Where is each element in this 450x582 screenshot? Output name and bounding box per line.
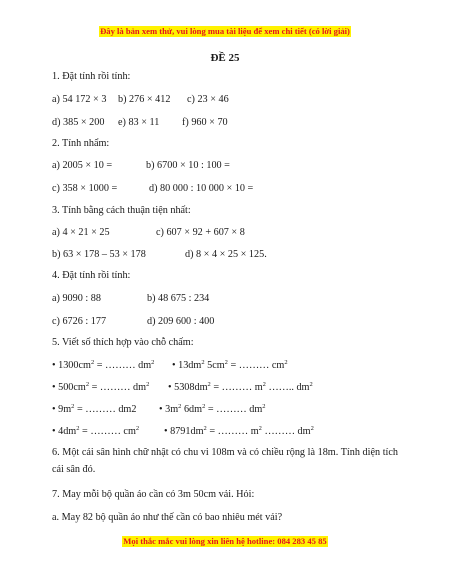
preview-notice-banner (0, 26, 450, 37)
q1-item-a: a) 54 172 × 3 (52, 94, 107, 105)
q1-heading: 1. Đặt tính rồi tính: (52, 71, 131, 82)
preview-notice-text: Đây là bản xem thử, vui lòng mua tài liệu để xem chi tiết (có lời giải) (100, 26, 350, 36)
q5-item-8: • $8791dm^2$ = ……… $m^2$ ……… $dm^2$ (164, 425, 314, 437)
q4-item-a: a) 9090 : 88 (52, 293, 101, 304)
q1-item-d: d) 385 × 200 (52, 117, 105, 128)
q1-item-c: c) 23 × 46 (187, 94, 229, 105)
q5-heading: 5. Viết số thích hợp vào chỗ chấm: (52, 337, 194, 348)
q4-item-d: d) 209 600 : 400 (147, 316, 215, 327)
q3-heading: 3. Tính bằng cách thuận tiện nhất: (52, 205, 191, 216)
q5-item-5: • $9m^2$ = ……… dm2 (52, 403, 137, 415)
q1-item-b: b) 276 × 412 (118, 94, 171, 105)
hotline-text: Mọi thắc mắc vui lòng xin liên hệ hotline: 084 283 45 85 (123, 536, 327, 546)
q5-item-3: • $500cm^2$ = ……… $dm^2$ (52, 381, 150, 393)
q2-item-d: d) 80 000 : 10 000 × 10 = (149, 183, 254, 194)
q2-heading: 2. Tính nhẩm: (52, 138, 110, 149)
q5-item-4: • $5308dm^2$ = ……… $m^2$ …….. $dm^2$ (168, 381, 313, 393)
q5-item-6: • $3m^2$ $6dm^2$ = ……… $dm^2$ (159, 403, 266, 415)
q7-heading: 7. May mỗi bộ quần áo cần có 3m 50cm vải. Hỏi: (52, 489, 255, 500)
q3-item-d: d) 8 × 4 × 25 × 125. (185, 249, 267, 260)
q6-text: 6. Một cái sân hình chữ nhật có chu vi 108m và có chiều rộng là 18m. Tính diện tích cái sân đó. (52, 447, 398, 475)
q4-item-b: b) 48 675 : 234 (147, 293, 210, 304)
q1-item-e: e) 83 × 11 (118, 117, 160, 128)
q4-heading: 4. Đặt tính rồi tính: (52, 270, 131, 281)
q3-item-b: b) 63 × 178 – 53 × 178 (52, 249, 146, 260)
q2-item-c: c) 358 × 1000 = (52, 183, 118, 194)
q2-item-b: b) 6700 × 10 : 100 = (146, 160, 230, 171)
q7-item-a: a. May 82 bộ quần áo như thế cần có bao nhiêu mét vải? (52, 512, 283, 523)
hotline-banner (0, 536, 450, 547)
exam-title: ĐỀ 25 (210, 52, 240, 64)
q3-item-c: c) 607 × 92 + 607 × 8 (156, 227, 245, 238)
q5-item-2: • $13dm^2$ $5cm^2$ = ……… $cm^2$ (172, 359, 288, 371)
q4-item-c: c) 6726 : 177 (52, 316, 107, 327)
q2-item-a: a) 2005 × 10 = (52, 160, 113, 171)
q5-item-1: • $1300cm^2$ = ……… $dm^2$ (52, 359, 155, 371)
q3-item-a: a) 4 × 21 × 25 (52, 227, 110, 238)
q5-item-7: • $4dm^2$ = ……… $cm^2$ (52, 425, 140, 437)
q1-item-f: f) 960 × 70 (182, 117, 228, 128)
